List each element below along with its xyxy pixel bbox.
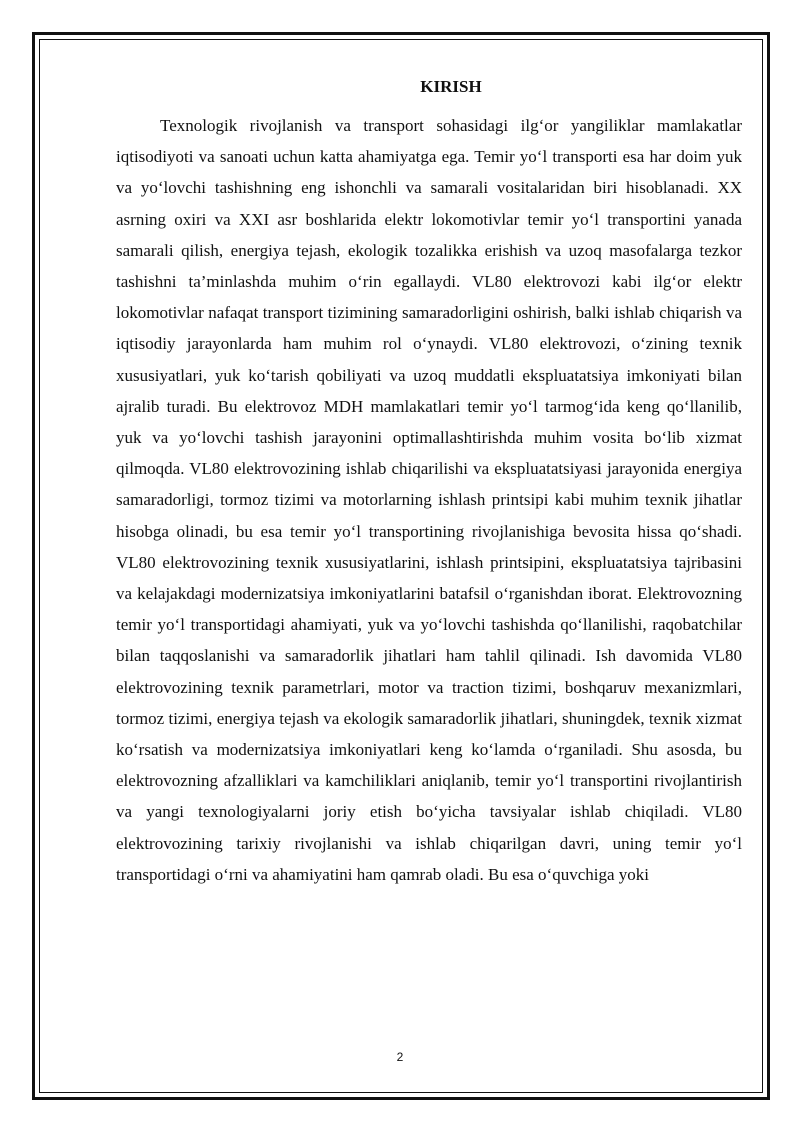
section-title: KIRISH (420, 77, 482, 96)
document-body (116, 74, 742, 890)
body-paragraph: Texnologik rivojlanish va transport sohasidagi ilg‘or yangiliklar mamlakatlar iqtisodiyoti va sanoati uchun katta ahamiyatga ega. Temir yo‘l transporti esa har doim yuk va yo‘lovchi tashishning eng ishonchli va samarali vositalaridan biri hisoblanadi. XX asrning oxiri va XXI asr boshlarida elektr lokomotivlar temir yo‘l transportini yanada samarali qilish, energiya tejash, ekologik tozalikka erishish va uzoq masofalarga tezkor tashishni ta’minlashda muhim o‘rin egallaydi. VL80 elektrovozi kabi ilg‘or elektr lokomotivlar nafaqat transport tizimining samaradorligini oshirish, balki ishlab chiqarish va iqtisodiy jarayonlarda ham muhim rol o‘ynaydi. VL80 elektrovozi, o‘zining texnik xususiyatlari, yuk ko‘tarish qobiliyati va uzoq muddatli ekspluatatsiya imkoniyati bilan ajralib turadi. Bu elektrovoz MDH mamlakatlari temir yo‘l tarmog‘ida keng qo‘llanilib, yuk va yo‘lovchi tashish jarayonini optimallashtirishda muhim vosita bo‘lib xizmat qilmoqda. VL80 elektrovozining ishlab chiqarilishi va ekspluatatsiyasi jarayonida energiya samaradorligi, tormoz tizimi va motorlarning ishlash printsipi kabi muhim texnik jihatlar hisobga olinadi, bu esa temir yo‘l transportining rivojlanishiga bevosita hissa qo‘shadi. VL80 elektrovozining texnik xususiyatlarini, ishlash printsipini, ekspluatatsiya tajribasini va kelajakdagi modernizatsiya imkoniyatlarini batafsil o‘rganishdan iborat. Elektrovozning temir yo‘l transportidagi ahamiyati, yuk va yo‘lovchi tashishda qo‘llanilishi, raqobatchilar bilan taqqoslanishi va samaradorlik jihatlari ham tahlil qilinadi. Ish davomida VL80 elektrovozining texnik parametrlari, motor va traction tizimi, boshqaruv mexanizmlari, tormoz tizimi, energiya tejash va ekologik samaradorlik jihatlari, shuningdek, texnik xizmat ko‘rsatish va modernizatsiya imkoniyatlari keng ko‘lamda o‘rganiladi. Shu asosda, bu elektrovozning afzalliklari va kamchiliklari aniqlanib, temir yo‘l transportini rivojlantirish va yangi texnologiyalarni joriy etish bo‘yicha tavsiyalar ishlab chiqiladi. VL80 elektrovozining tarixiy rivojlanishi va ishlab chiqarilgan davri, uning temir yo‘l transportidagi o‘rni va ahamiyatini ham qamrab oladi. Bu esa o‘quvchiga yoki (116, 116, 742, 884)
page-number: 2 (396, 1050, 404, 1064)
